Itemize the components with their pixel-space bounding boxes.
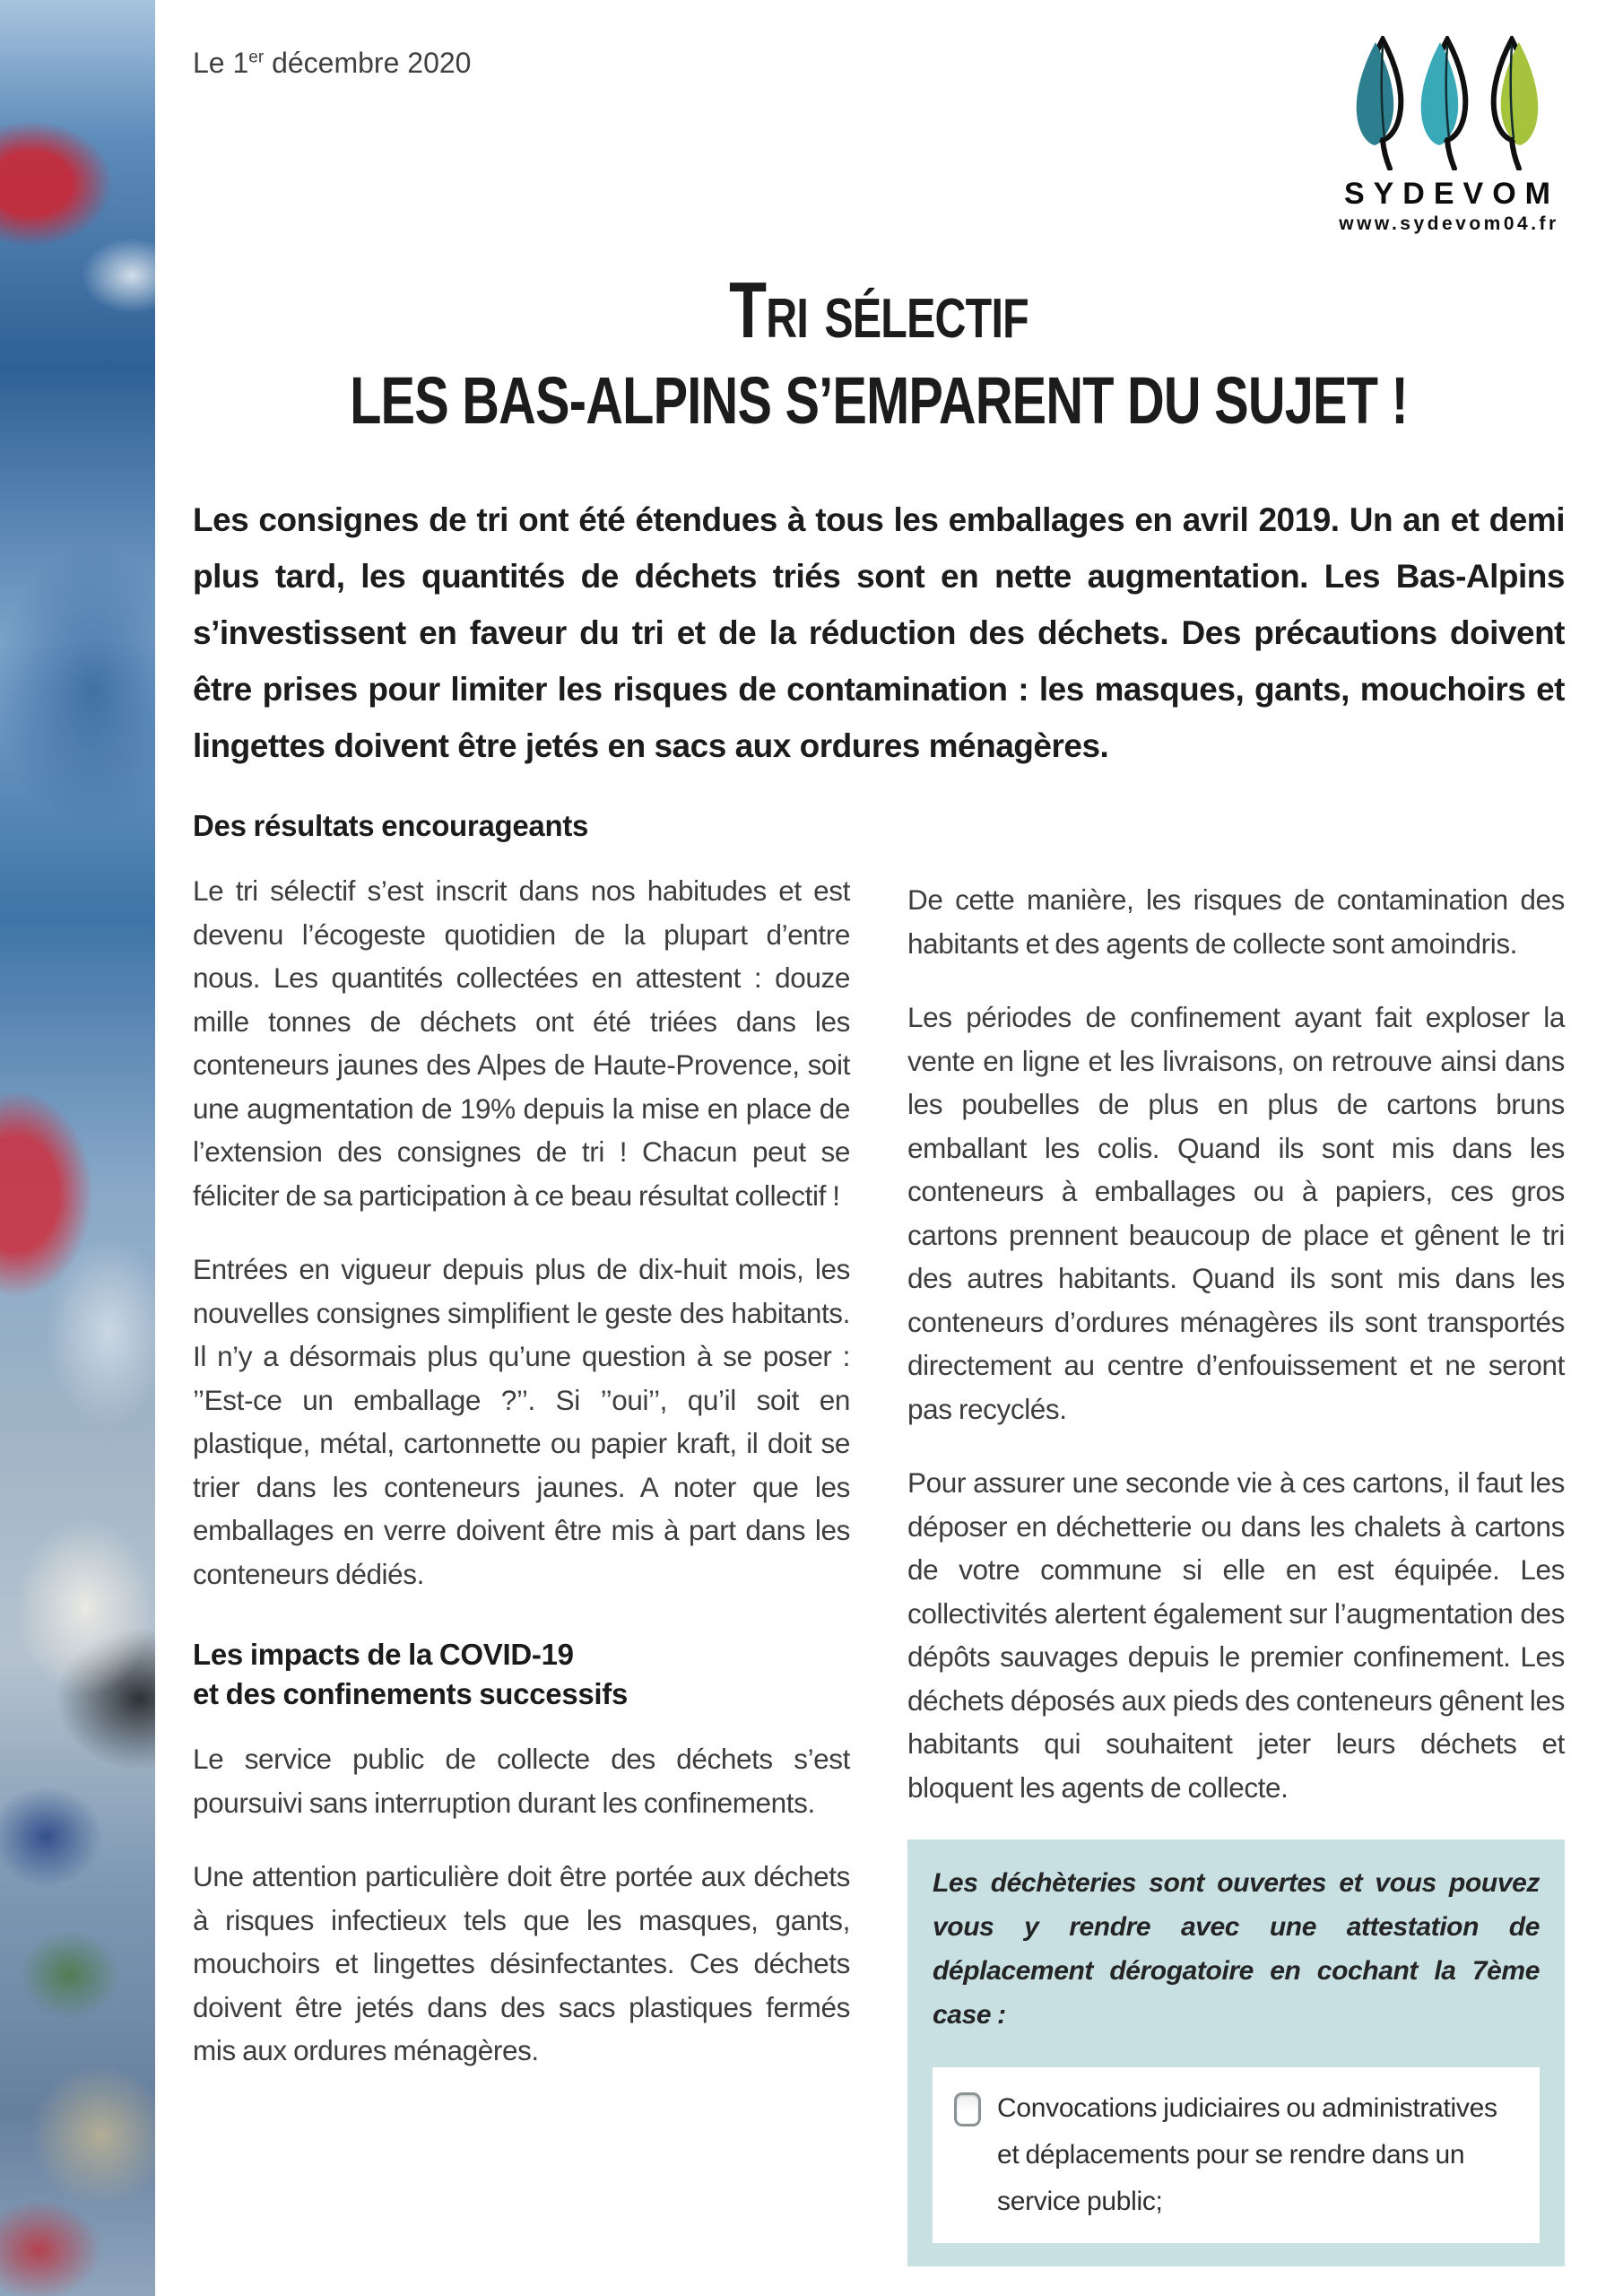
title-line-2: LES BAS-ALPINS S’EMPARENT DU SUJET ! bbox=[350, 363, 1408, 438]
notice-intro-text: Les déchèteries sont ouvertes et vous pouvez vous y rendre avec une attestation de déplacement dérogatoire en cochant la 7ème case : bbox=[933, 1868, 1540, 2030]
date-ordinal: er bbox=[248, 48, 265, 67]
heading-covid-line-1: Les impacts de la COVID-19 bbox=[193, 1638, 574, 1671]
logo-website-link[interactable]: www.sydevom04.fr bbox=[1339, 213, 1559, 234]
two-column-body bbox=[193, 806, 1565, 2266]
paragraph: Les périodes de confinement ayant fait exploser la vente en ligne et les livraisons, on retrouve ainsi dans les poubelles de plus en plus de cartons bruns emballant les colis. Quand ils sont mis dans les conteneurs à emballages ou à papiers, ces gros cartons prennent beaucoup de place et gênent le tri des autres habitants. Quand ils sont mis dans les conteneurs d’ordures ménagères ils sont transportés directement au centre d’enfouissement et ne seront pas recyclés. bbox=[907, 1001, 1565, 1425]
logo-name: SYDEVOM bbox=[1343, 177, 1559, 211]
leaf-icon-green bbox=[1494, 39, 1539, 169]
plastic-waste-photo-strip bbox=[0, 0, 155, 2296]
section-heading-resultats: Des résultats encourageants bbox=[193, 809, 589, 842]
paragraph: Pour assurer une seconde vie à ces cartons, il faut les déposer en déchetterie ou dans les chalets à cartons de votre commune si elle en est équipée. Les collectivités alertent également sur l’augmentation des dépôts sauvages depuis le premier confinement. Les déchets déposés aux pieds des conteneurs gênent les habitants qui souhaitent jeter leurs déchets et bloquent les agents de collecte. bbox=[907, 1466, 1565, 1804]
checkbox-item-label: Convocations judiciaires ou administratives et déplacements pour se rendre dans un service public; bbox=[997, 2093, 1497, 2216]
left-column bbox=[193, 806, 850, 2266]
page-title bbox=[193, 265, 1565, 438]
leaf-icon-dark-teal bbox=[1357, 39, 1402, 169]
sydevom-logo bbox=[1335, 36, 1559, 235]
document-date bbox=[193, 47, 471, 80]
date-prefix: Le 1 bbox=[193, 47, 249, 79]
section-heading-covid bbox=[193, 1635, 850, 1714]
leaf-icon-teal bbox=[1421, 39, 1466, 169]
page-content bbox=[155, 0, 1623, 2266]
right-column bbox=[907, 806, 1565, 2266]
paragraph: Le service public de collecte des déchets s’est poursuivi sans interruption durant les confinements. bbox=[193, 1743, 850, 1819]
paragraph: Entrées en vigueur depuis plus de dix-huit mois, les nouvelles consignes simplifient le geste des habitants. Il n’y a désormais plus qu’une question à se poser : ’’Est-ce un emballage ?’’. Si ’’oui’’, qu’il soit en plastique, métal, cartonnette ou papier kraft, il doit se trier dans les conteneurs jaunes. A noter que les emballages en verre doivent être mis à part dans les conteneurs dédiés. bbox=[193, 1253, 850, 1590]
heading-covid-line-2: et des confinements successifs bbox=[193, 1677, 629, 1710]
attestation-option-box bbox=[933, 2067, 1540, 2243]
date-suffix: décembre 2020 bbox=[264, 47, 472, 79]
notice-box bbox=[907, 1839, 1565, 2266]
title-line-1: Tri sélectif bbox=[729, 265, 1028, 354]
three-leaves-icon bbox=[1350, 36, 1544, 170]
paragraph: De cette manière, les risques de contamination des habitants et des agents de collecte sont amoindris. bbox=[907, 883, 1565, 960]
paragraph: Une attention particulière doit être portée aux déchets à risques infectieux tels que les masques, gants, mouchoirs et lingettes désinfectantes. Ces déchets doivent être jetés dans des sacs plastiques fermés mis aux ordures ménagères. bbox=[193, 1860, 850, 2066]
page-header bbox=[193, 36, 1565, 258]
intro-paragraph: Les consignes de tri ont été étendues à tous les emballages en avril 2019. Un an et demi plus tard, les quantités de déchets triés sont en nette augmentation. Les Bas-Alpins s’investissent en faveur du tri et de la réduction des déchets. Des précautions doivent être prises pour limiter les risques de contamination : les masques, gants, mouchoirs et lingettes doivent être jetés en sacs aux ordures ménagères. bbox=[193, 501, 1565, 764]
paragraph: Le tri sélectif s’est inscrit dans nos habitudes et est devenu l’écogeste quotidien de la plupart d’entre nous. Les quantités collectées en attestent : douze mille tonnes de déchets ont été triées dans les conteneurs jaunes des Alpes de Haute-Provence, soit une augmentation de 19% depuis la mise en place de l’extension des consignes de tri ! Chacun peut se féliciter de sa participation à ce beau résultat collectif ! bbox=[193, 874, 850, 1212]
checkbox-icon[interactable] bbox=[954, 2092, 981, 2126]
